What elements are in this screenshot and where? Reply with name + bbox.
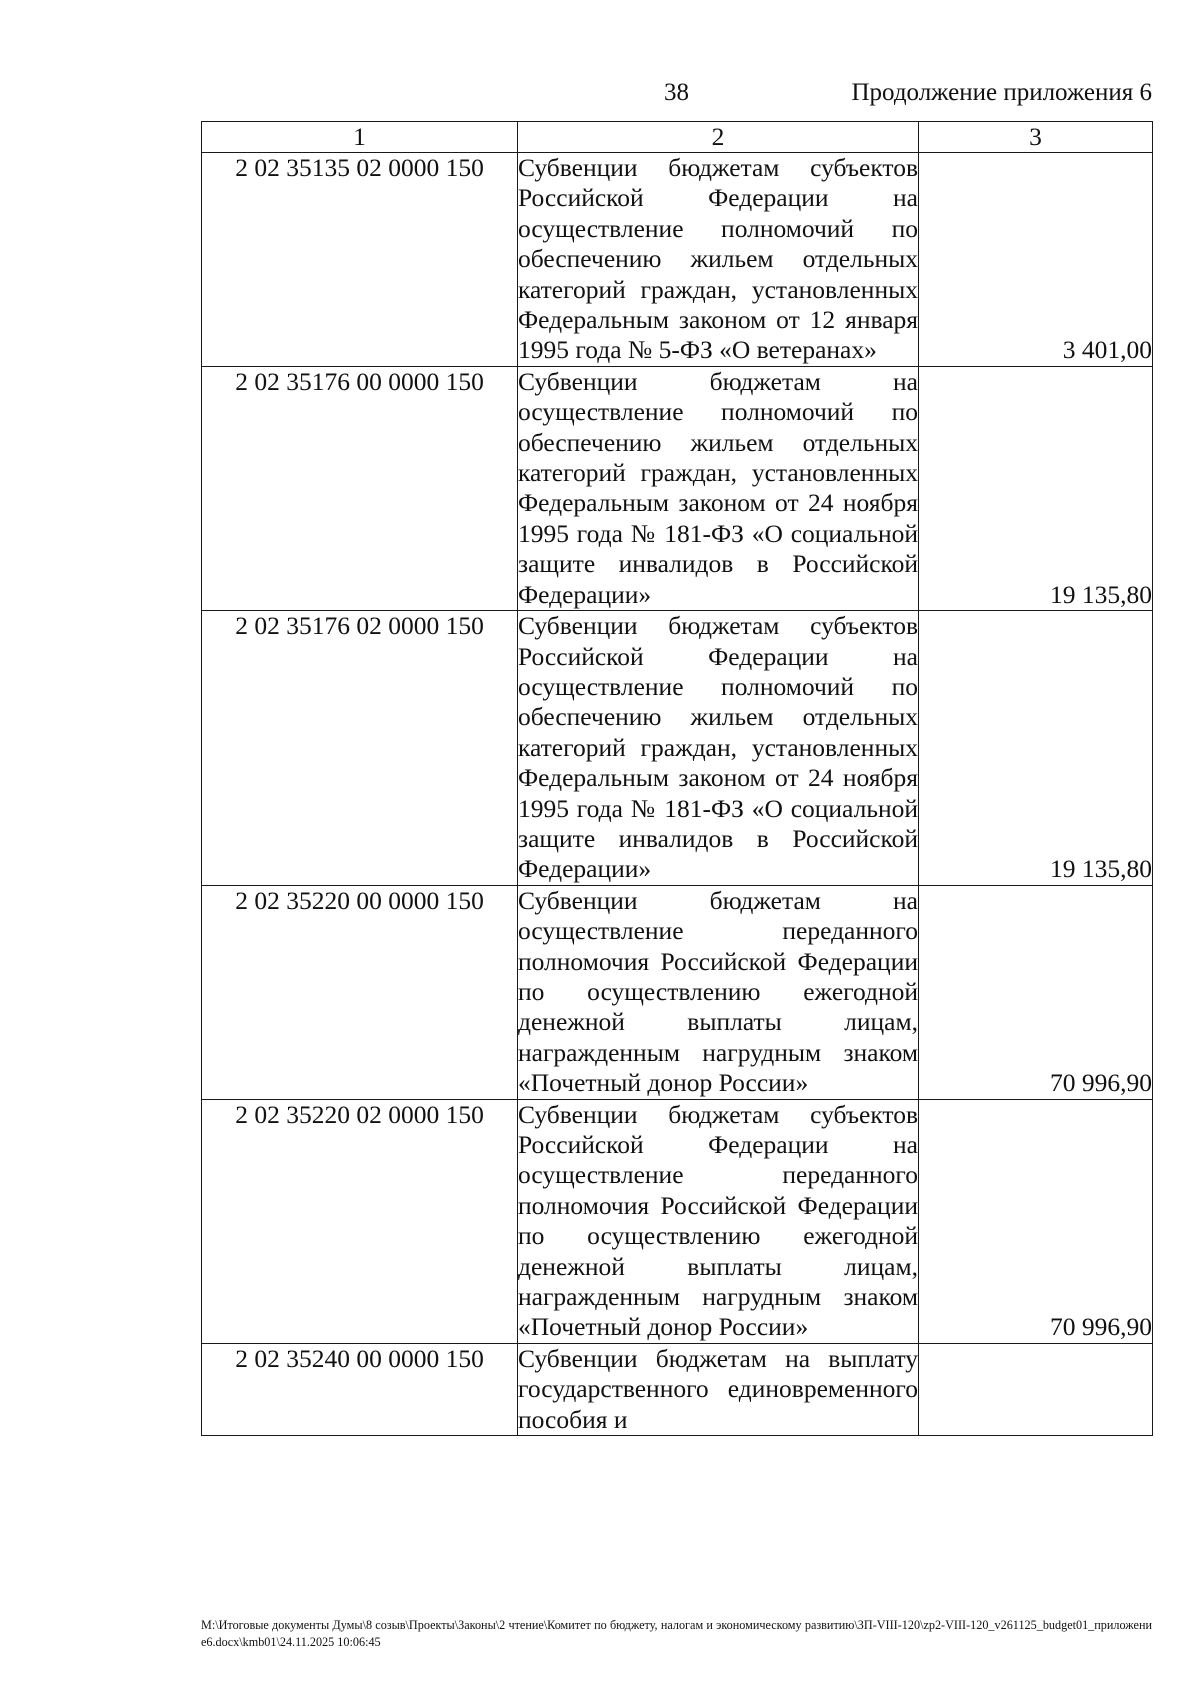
description-cell: Субвенции бюджетам на осуществление полномочий по обеспечению жильем отдельных категорий граждан, установленных Федеральным законом от 24 ноября 1995 года № 181-ФЗ «О социальной защите инвалидов в Российской Федерации» (518, 366, 918, 609)
appendix-continuation-note: Продолжение приложения 6 (851, 79, 1152, 106)
table-row (202, 1099, 1153, 1343)
document-file-path: M:\Итоговые документы Думы\8 созыв\Проекты\Законы\2 чтение\Комитет по бюджету, налогам и экономическому развитию\ЗП-VIII-120\zp2-VIII-120_v261125_budget01_приложение6.docx\kmb01\24.11.2025 10:06:45 (201, 1618, 1152, 1649)
table-row (202, 1343, 1153, 1435)
description-cell: Субвенции бюджетам субъектов Российской Федерации на осуществление полномочий по обеспечению жильем отдельных категорий граждан, установленных Федеральным законом от 12 января 1995 года № 5-ФЗ «О ветеранах» (518, 153, 918, 365)
description-cell: Субвенции бюджетам субъектов Российской Федерации на осуществление полномочий по обеспечению жильем отдельных категорий граждан, установленных Федеральным законом от 24 ноября 1995 года № 181-ФЗ «О социальной защите инвалидов в Российской Федерации» (518, 611, 918, 884)
description-cell: Субвенции бюджетам на осуществление переданного полномочия Российской Федерации по осуществлению ежегодной денежной выплаты лицам, награжденным нагрудным знаком «Почетный донор России» (518, 885, 918, 1098)
table-row (202, 366, 1153, 610)
table-row (202, 885, 1153, 1099)
budget-code-cell: 2 02 35240 00 0000 150 (202, 1343, 518, 1435)
budget-code-cell: 2 02 35220 02 0000 150 (202, 1099, 518, 1343)
amount-cell: 19 135,80 (919, 611, 1153, 886)
column-header-2: 2 (518, 122, 919, 153)
description-cell: Субвенции бюджетам субъектов Российской Федерации на осуществление переданного полномочия Российской Федерации по осуществлению ежегодной денежной выплаты лицам, награжденным нагрудным знаком «Почетный донор России» (518, 1099, 918, 1342)
budget-code-cell: 2 02 35176 00 0000 150 (202, 366, 518, 610)
amount-cell (919, 1343, 1153, 1435)
column-header-1: 1 (202, 122, 518, 153)
amount-cell: 70 996,90 (919, 1099, 1153, 1343)
description-cell: Субвенции бюджетам на выплату государственного единовременного пособия и (518, 1343, 918, 1434)
budget-code-cell: 2 02 35176 02 0000 150 (202, 611, 518, 886)
budget-table (201, 121, 1153, 1436)
amount-cell: 70 996,90 (919, 885, 1153, 1099)
page-number: 38 (664, 79, 689, 106)
table-body (202, 153, 1153, 1436)
table-row (202, 153, 1153, 367)
table-header-row (202, 122, 1153, 153)
amount-cell: 19 135,80 (919, 366, 1153, 610)
amount-cell: 3 401,00 (919, 153, 1153, 367)
column-header-3: 3 (919, 122, 1153, 153)
budget-code-cell: 2 02 35135 02 0000 150 (202, 153, 518, 367)
table-row (202, 611, 1153, 886)
table-header (202, 122, 1153, 153)
budget-code-cell: 2 02 35220 00 0000 150 (202, 885, 518, 1099)
